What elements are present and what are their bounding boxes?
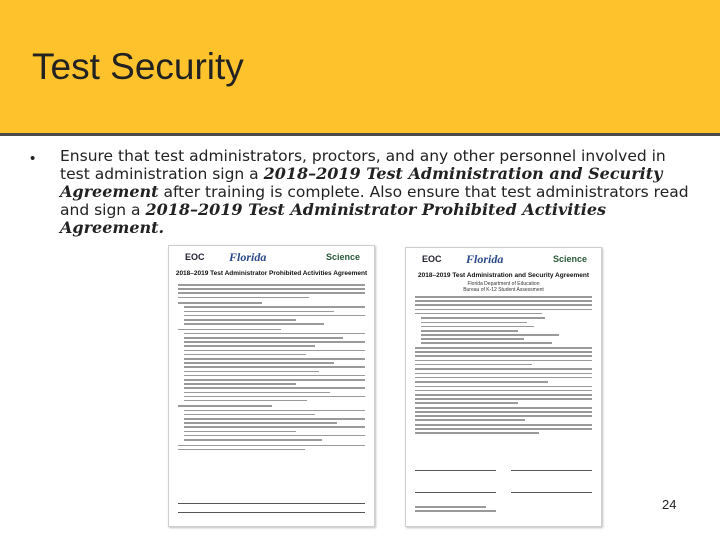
doc-title: 2018–2019 Test Administrator Prohibited Activities Agreement: [175, 270, 368, 277]
doc-subtitle: [412, 281, 595, 293]
security-agreement-image: [405, 247, 602, 527]
signature-line: [415, 492, 496, 493]
doc-subtitle-line: Bureau of K-12 Student Assessment: [463, 287, 544, 293]
doc-body-text: [415, 296, 592, 437]
doc-title: 2018–2019 Test Administration and Security Agreement: [418, 272, 589, 279]
signature-line: [511, 492, 592, 493]
eoc-logo: EOC: [185, 252, 205, 262]
agreement-name-2: 2018–2019 Test Administrator Prohibited Activities Agreement: [60, 200, 607, 237]
signature-line: [511, 470, 592, 471]
signature-line: [178, 503, 365, 504]
doc-body-text: [178, 284, 365, 453]
eoc-logo: EOC: [422, 254, 442, 264]
slide-title: Test Security: [32, 46, 244, 87]
doc-logos: [406, 252, 601, 270]
florida-logo: Florida: [229, 250, 267, 264]
science-logo: Science: [552, 254, 587, 264]
bullet-text-part-1: Ensure that test administrators, proctors, and any other personnel involved in test administration sign a: [60, 147, 666, 183]
signature-line: [178, 512, 365, 513]
title-divider: [0, 133, 720, 136]
doc-logos: [169, 250, 374, 268]
bullet-text-period: .: [158, 218, 165, 237]
agreement-name-1: 2018–2019 Test Administration and Security Agreement: [60, 164, 663, 201]
florida-logo: Florida: [466, 252, 504, 266]
bullet-marker: •: [30, 150, 36, 167]
science-logo: Science: [325, 252, 360, 262]
bullet-text-part-2: after training is complete. Also ensure that test administrators read and sign a: [60, 183, 689, 219]
signature-line: [415, 470, 496, 471]
bullet-text: [60, 147, 700, 237]
doc-subtitle-line: Florida Department of Education: [467, 281, 540, 287]
prohibited-activities-agreement-image: [168, 245, 375, 527]
doc-footer-text: [415, 506, 592, 514]
page-number: 24: [662, 497, 677, 512]
